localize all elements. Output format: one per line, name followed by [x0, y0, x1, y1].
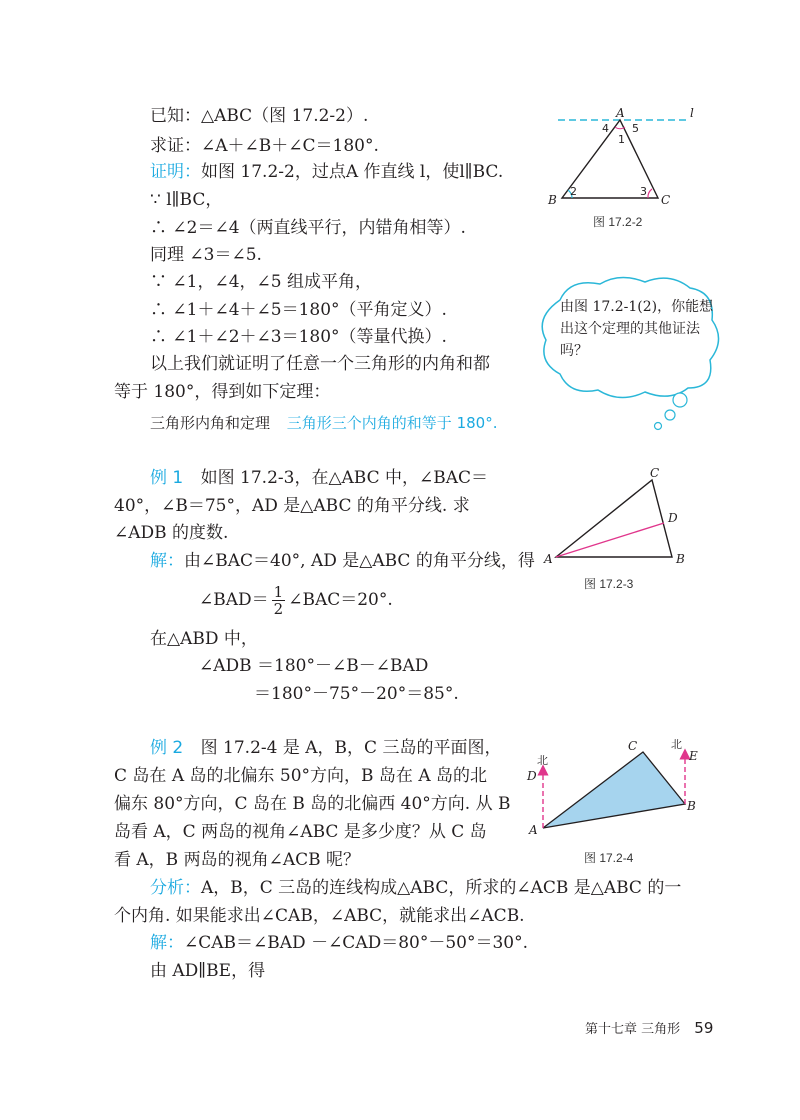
example2-solution-tag: 解：: [150, 933, 184, 953]
example2-solution-2: 由 AD∥BE，得: [150, 961, 266, 981]
example1-solution-2: [199, 584, 393, 617]
label-D: D: [668, 511, 678, 525]
fraction-numerator: 1: [273, 583, 284, 601]
example2-text: 图 17.2-4 是 A，B，C 三岛的平面图，: [200, 738, 502, 758]
theorem: [150, 411, 497, 435]
label-3: 3: [640, 185, 647, 198]
figure-17-2-3: [540, 466, 710, 576]
label-C: C: [628, 739, 638, 753]
given-line: 已知：△ABC（图 17.2-2）.: [150, 106, 369, 126]
proof-line-6: ∴ ∠1＋∠4＋∠5＝180°（平角定义）.: [150, 300, 447, 320]
bisector-ad: [556, 523, 664, 557]
proof-line-4: 同理 ∠3＝∠5.: [150, 245, 262, 265]
example2-line-2: C 岛在 A 岛的北偏东 50°方向，B 岛在 A 岛的北: [114, 766, 488, 786]
to-prove-line: 求证：∠A＋∠B＋∠C＝180°.: [150, 136, 379, 156]
label-C: C: [661, 193, 671, 207]
example1-line-2: 40°，∠B＝75°，AD 是△ABC 的角平分线. 求: [114, 496, 470, 516]
example2-analysis-1: [150, 876, 681, 900]
theorem-content: 三角形三个内角的和等于 180°.: [286, 414, 498, 432]
example1-solution-4: ∠ADB ＝180°－∠B－∠BAD: [199, 656, 429, 676]
label-l: l: [690, 106, 694, 120]
proof-line-5: ∵ ∠1，∠4，∠5 组成平角，: [150, 272, 372, 292]
label-A: A: [544, 552, 553, 566]
proof-tag: 证明：: [150, 162, 201, 182]
bubble-text: 由图 17.2-1(2)，你能想出这个定理的其他证法吗？: [560, 299, 714, 359]
triangle-abc: [556, 480, 672, 557]
fraction-denominator: 2: [273, 600, 284, 618]
label-C: C: [650, 466, 660, 480]
label-E: E: [689, 749, 698, 763]
triangle-abc: [543, 752, 685, 828]
label-B: B: [548, 193, 557, 207]
example1-solution-1: [150, 549, 535, 573]
example1-line-3: ∠ADB 的度数.: [114, 523, 229, 543]
chapter-title: 第十七章 三角形: [585, 1022, 681, 1037]
example2-solution-1: [150, 931, 528, 955]
example2-line-3: 偏东 80°方向，C 岛在 B 岛的北偏西 40°方向. 从 B: [114, 794, 511, 814]
angle-arc-3: [648, 189, 652, 198]
label-A: A: [616, 106, 625, 120]
example2-line-4: 岛看 A，C 两岛的视角∠ABC 是多少度？从 C 岛: [114, 822, 487, 842]
label-B: B: [687, 799, 696, 813]
example1-tag: 例 1: [150, 468, 184, 488]
figure-caption-17-2-3: 图 17.2-3: [584, 577, 634, 591]
analysis-tag: 分析：: [150, 878, 201, 898]
example1-solution-text: 由∠BAC＝40°, AD 是△ABC 的角平分线，得: [184, 551, 535, 571]
example1-solution-5: ＝180°－75°－20°＝85°.: [254, 684, 459, 704]
example1-solution-tag: 解：: [150, 551, 184, 571]
conclusion-line-1: 以上我们就证明了任意一个三角形的内角和都: [150, 354, 490, 374]
example2-line-5: 看 A，B 两岛的视角∠ACB 呢？: [114, 850, 361, 870]
page-number: 59: [694, 1019, 714, 1037]
analysis-text: A，B，C 三岛的连线构成△ABC，所求的∠ACB 是△ABC 的一: [201, 878, 682, 898]
label-1: 1: [618, 133, 625, 146]
example1-line-1: [150, 466, 488, 490]
example2-tag: 例 2: [150, 738, 184, 758]
example1-solution-3: 在△ABD 中，: [150, 629, 258, 649]
proof-line-2: ∵ l∥BC，: [150, 190, 223, 210]
figure-17-2-4: [525, 736, 715, 846]
fraction-one-half: [272, 584, 286, 617]
example2-line-1: [150, 736, 501, 760]
north-label-b: 北: [671, 738, 682, 751]
example2-solution-text: ∠CAB＝∠BAD －∠CAD＝80°－50°＝30°.: [184, 933, 529, 953]
conclusion-line-2: 等于 180°，得到如下定理：: [114, 382, 331, 402]
example2-analysis-2: 个内角. 如果能求出∠CAB，∠ABC，就能求出∠ACB.: [114, 906, 525, 926]
bad-expression: ∠BAD＝: [199, 590, 269, 610]
proof-line-1: [150, 160, 503, 184]
figure-caption-17-2-4: 图 17.2-4: [584, 851, 634, 865]
theorem-name: 三角形内角和定理: [150, 414, 271, 432]
label-2: 2: [570, 185, 577, 198]
proof-line-3: ∴ ∠2＝∠4（两直线平行，内错角相等）.: [150, 218, 466, 238]
label-5: 5: [632, 122, 639, 135]
proof-text: 如图 17.2-2，过点A 作直线 l，使l∥BC.: [201, 162, 504, 182]
label-B: B: [676, 552, 685, 566]
label-D: D: [527, 769, 537, 783]
proof-line-7: ∴ ∠1＋∠2＋∠3＝180°（等量代换）.: [150, 327, 447, 347]
figure-caption-17-2-2: 图 17.2-2: [593, 215, 643, 229]
page-footer: [585, 1018, 713, 1037]
example1-text: 如图 17.2-3，在△ABC 中，∠BAC＝: [200, 468, 489, 488]
north-label-a: 北: [537, 754, 548, 767]
figure-17-2-2: [540, 108, 710, 208]
label-4: 4: [602, 122, 609, 135]
label-A: A: [529, 823, 538, 837]
bac-expression: ∠BAC＝20°.: [288, 590, 393, 610]
